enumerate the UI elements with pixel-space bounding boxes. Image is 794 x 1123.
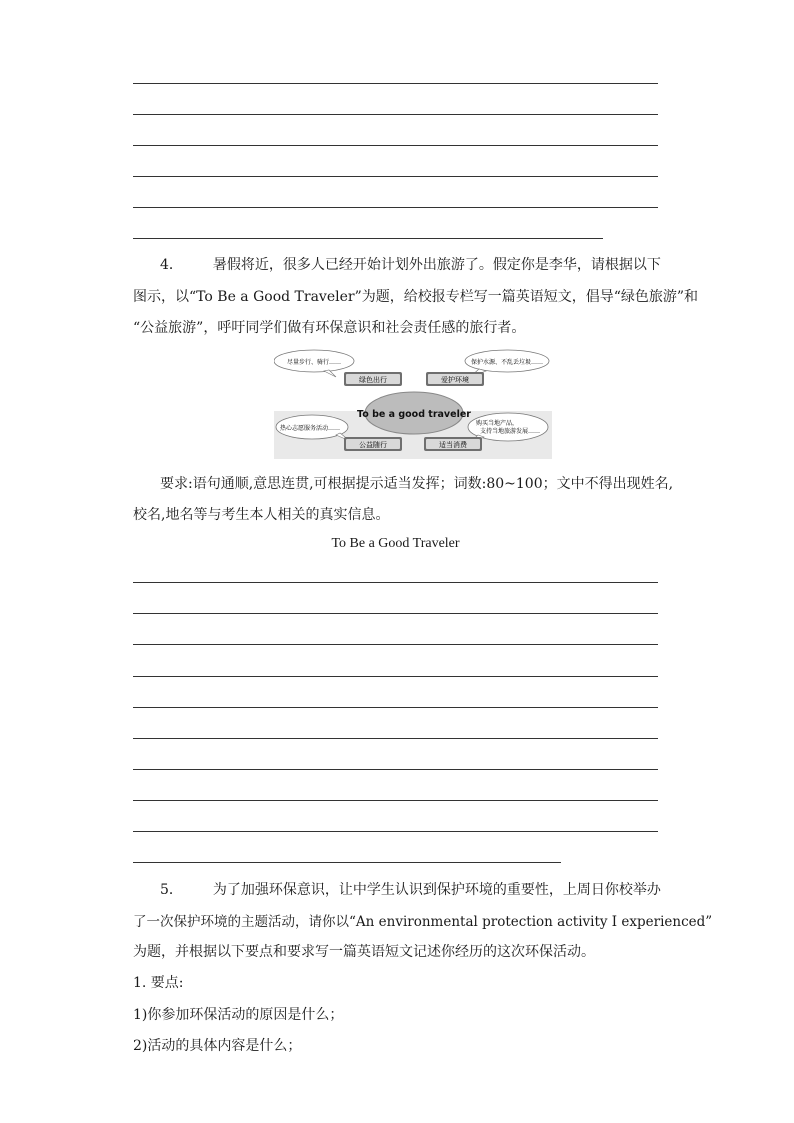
writing-line[interactable] [133,207,658,208]
writing-line[interactable] [133,582,658,583]
q4-text-1: 暑假将近，很多人已经开始计划外出旅游了。假定你是李华，请根据以下 [212,257,661,273]
q5-point-2: 2)活动的具体内容是什么； [133,1038,302,1054]
q4-requirement-1: 要求:语句通顺,意思连贯,可根据提示适当发挥；词数:80~100；文中不得出现姓名, [160,476,674,492]
writing-line[interactable] [133,114,658,115]
bubble-text-support: 支持当地旅游发展…… [479,428,541,435]
q4-line-2: 图示，以“To Be a Good Traveler”为题，给校报专栏写一篇英语短文，倡导“绿色旅游”和 [133,289,699,305]
box-label-protect: 爱护环境 [441,376,469,384]
writing-line[interactable] [133,613,658,614]
writing-line[interactable] [133,862,561,863]
q4-requirement-2: 校名,地名等与考生本人相关的真实信息。 [133,507,390,523]
q5-line-3: 为题，并根据以下要点和要求写一篇英语短文记述你经历的这次环保活动。 [133,944,595,960]
bubble-text-water: 保护水源、不乱丢垃圾…… [470,359,544,366]
q4-line-3: “公益旅游”，呼吁同学们做有环保意识和社会责任感的旅行者。 [133,320,526,336]
q5-point-heading: 1. 要点: [133,975,184,991]
bubble-text-walk: 尽量步行、骑行…… [286,359,342,366]
q4-number: 4． [160,257,183,273]
box-label-charity: 公益随行 [359,441,387,449]
writing-line[interactable] [133,83,658,84]
traveler-diagram [274,349,552,459]
box-label-spending: 适当消费 [439,441,467,449]
q5-number: 5． [160,882,183,898]
writing-line[interactable] [133,800,658,801]
q5-line-2: 了一次保护环境的主题活动，请你以“An environmental protection activity I experienced” [133,914,713,930]
bubble-text-volunteer: 热心志愿服务活动…… [279,425,341,432]
box-label-green: 绿色出行 [359,376,387,384]
writing-line[interactable] [133,676,658,677]
bubble-text-buy: 购买当地产品， [475,420,519,427]
writing-line[interactable] [133,238,603,239]
q5-point-1: 1)你参加环保活动的原因是什么； [133,1007,344,1023]
writing-line[interactable] [133,707,658,708]
q5-text-1: 为了加强环保意识，让中学生认识到保护环境的重要性，上周日你校举办 [212,882,661,898]
q5-line-1 [160,879,661,899]
center-label: To be a good traveler [357,409,471,420]
writing-line[interactable] [133,831,658,832]
writing-line[interactable] [133,769,658,770]
writing-line[interactable] [133,738,658,739]
essay-title: To Be a Good Traveler [331,536,460,551]
writing-line[interactable] [133,644,658,645]
writing-line[interactable] [133,176,658,177]
writing-line[interactable] [133,145,658,146]
q4-line-1 [160,254,661,274]
